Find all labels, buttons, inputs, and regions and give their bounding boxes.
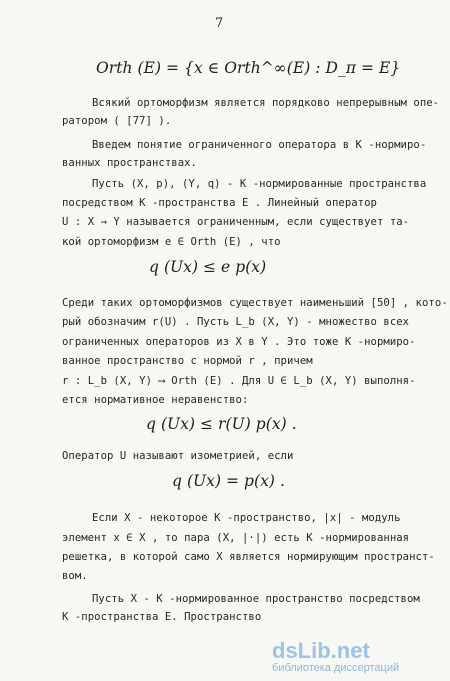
paragraph-line: Введем понятие ограниченного оператора в K -нормиро-: [92, 139, 427, 151]
paragraph-line: Пусть X - K -нормированное пространство посредством: [92, 593, 420, 605]
paragraph-line: ванных пространствах.: [62, 157, 197, 169]
paragraph-line: элемент x ∈ X , то пара (X, |·|) есть K -нормированная: [62, 532, 410, 544]
paragraph-line: Среди таких ортоморфизмов существует наименьший [50] , кото-: [62, 297, 448, 309]
page-number: 7: [215, 16, 224, 31]
paragraph-line: Всякий ортоморфизм является порядково непрерывным опе-: [92, 97, 440, 109]
paragraph-line: вом.: [62, 570, 88, 582]
paragraph-line: Если X - некоторое K -пространство, |x| - модуль: [92, 512, 401, 524]
paragraph-line: Оператор U называют изометрией, если: [62, 450, 294, 462]
paragraph-line: r : L_b (X, Y) ⟶ Orth (E) . Для U ∈ L_b (X, Y) выполня-: [62, 375, 416, 387]
formula-normative-inequality: q (Ux) ≤ r(U) p(x) .: [146, 415, 297, 433]
watermark-logo: dsLib.net: [272, 638, 370, 663]
paragraph-line: ограниченных операторов из X в Y . Это тоже K -нормиро-: [62, 336, 416, 348]
paragraph-line: посредством K -пространства E . Линейный оператор: [62, 197, 377, 209]
paragraph-line: кой ортоморфизм e ∈ Orth (E) , что: [62, 236, 281, 248]
paragraph-line: Пусть (X, p), (Y, q) - K -нормированные пространства: [92, 178, 427, 190]
watermark: [272, 638, 442, 674]
formula-orth-definition: Orth (E) = {x ∈ Orth^∞(E) : D_π = E}: [96, 59, 401, 77]
paragraph-line: K -пространства E. Пространство: [62, 611, 262, 623]
paragraph-line: рый обозначим r(U) . Пусть L_b (X, Y) - множество всех: [62, 316, 410, 328]
paragraph-line: решетка, в которой само X является нормирующим пространст-: [62, 551, 435, 563]
paragraph-line: ванное пространство с нормой r , причем: [62, 355, 313, 367]
paragraph-line: ется нормативное неравенство:: [62, 394, 249, 406]
formula-isometry: q (Ux) = p(x) .: [172, 472, 285, 490]
paragraph-line: ратором ( [77] ).: [62, 115, 172, 127]
watermark-subtitle: библиотека диссертаций: [272, 662, 400, 674]
paragraph-line: U : X → Y называется ограниченным, если существует та-: [62, 216, 410, 228]
formula-boundedness: q (Ux) ≤ e p(x): [149, 258, 267, 276]
